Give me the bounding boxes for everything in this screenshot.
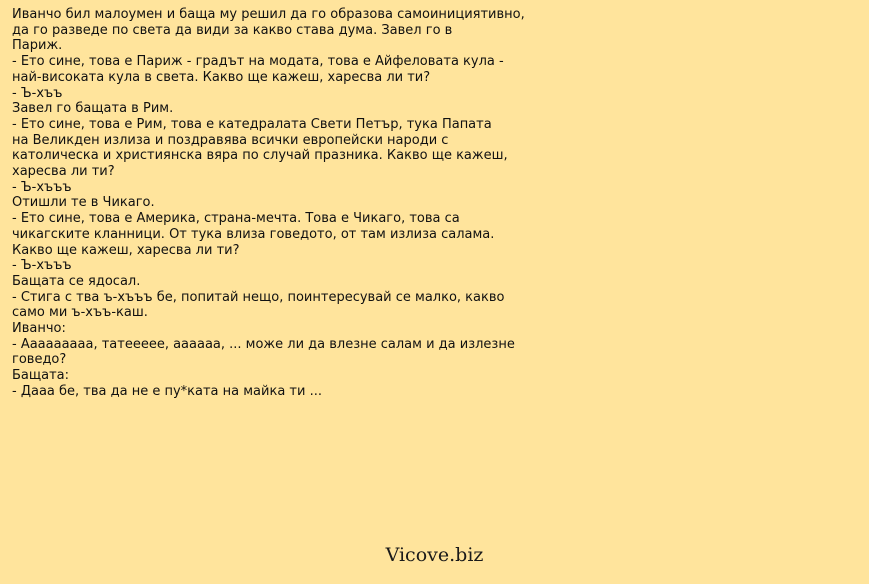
site-watermark: Vicove.biz bbox=[385, 544, 484, 566]
joke-line: католическа и християнска вяра по случай празника. Какво ще кажеш, bbox=[12, 148, 508, 164]
joke-line: - Ето сине, това е Америка, страна-мечта. Това е Чикаго, това са bbox=[12, 211, 460, 227]
joke-line: - Ето сине, това е Рим, това е катедралата Свети Петър, тука Папата bbox=[12, 116, 492, 132]
joke-line: харесва ли ти? bbox=[12, 164, 115, 180]
joke-line: - Ъ-хъъъ bbox=[12, 179, 72, 195]
joke-line: Завел го бащата в Рим. bbox=[12, 101, 174, 117]
joke-line: най-високата кула в света. Какво ще кажеш, харесва ли ти? bbox=[12, 69, 431, 85]
joke-line: - Стига с тва ъ-хъъъ бе, попитай нещо, поинтересувай се малко, какво bbox=[12, 289, 505, 305]
joke-line: - Ъ-хъъъ bbox=[12, 258, 72, 274]
joke-line: само ми ъ-хъъ-каш. bbox=[12, 305, 148, 321]
joke-line: Какво ще кажеш, харесва ли ти? bbox=[12, 242, 240, 258]
joke-line: Иванчо бил малоумен и баща му решил да го образова самоинициятивно, bbox=[12, 7, 525, 22]
joke-line: на Великден излиза и поздравява всички европейски народи с bbox=[12, 132, 449, 148]
joke-line: - Дааа бе, тва да не е пу*ката на майка ти ... bbox=[12, 383, 322, 399]
joke-line: да го разведе по света да види за какво става дума. Завел го в bbox=[12, 22, 453, 38]
joke-line: - Ааааааааа, татеееее, аааааа, ... може ли да влезне салам и да излезне bbox=[12, 336, 515, 352]
joke-line: Отишли те в Чикаго. bbox=[12, 195, 155, 211]
joke-line: - Ъ-хъъ bbox=[12, 85, 63, 101]
joke-line: - Ето сине, това е Париж - градът на модата, това е Айфеловата кула - bbox=[12, 54, 504, 70]
joke-line: Бащата се ядосал. bbox=[12, 273, 141, 289]
joke-line: Бащата: bbox=[12, 368, 70, 384]
joke-line: Париж. bbox=[12, 38, 63, 54]
joke-line: Иванчо: bbox=[12, 321, 66, 337]
joke-text bbox=[12, 7, 612, 400]
joke-line: говедо? bbox=[12, 352, 67, 368]
joke-line: чикагските кланници. От тука влиза говедото, от там излиза салама. bbox=[12, 226, 495, 242]
